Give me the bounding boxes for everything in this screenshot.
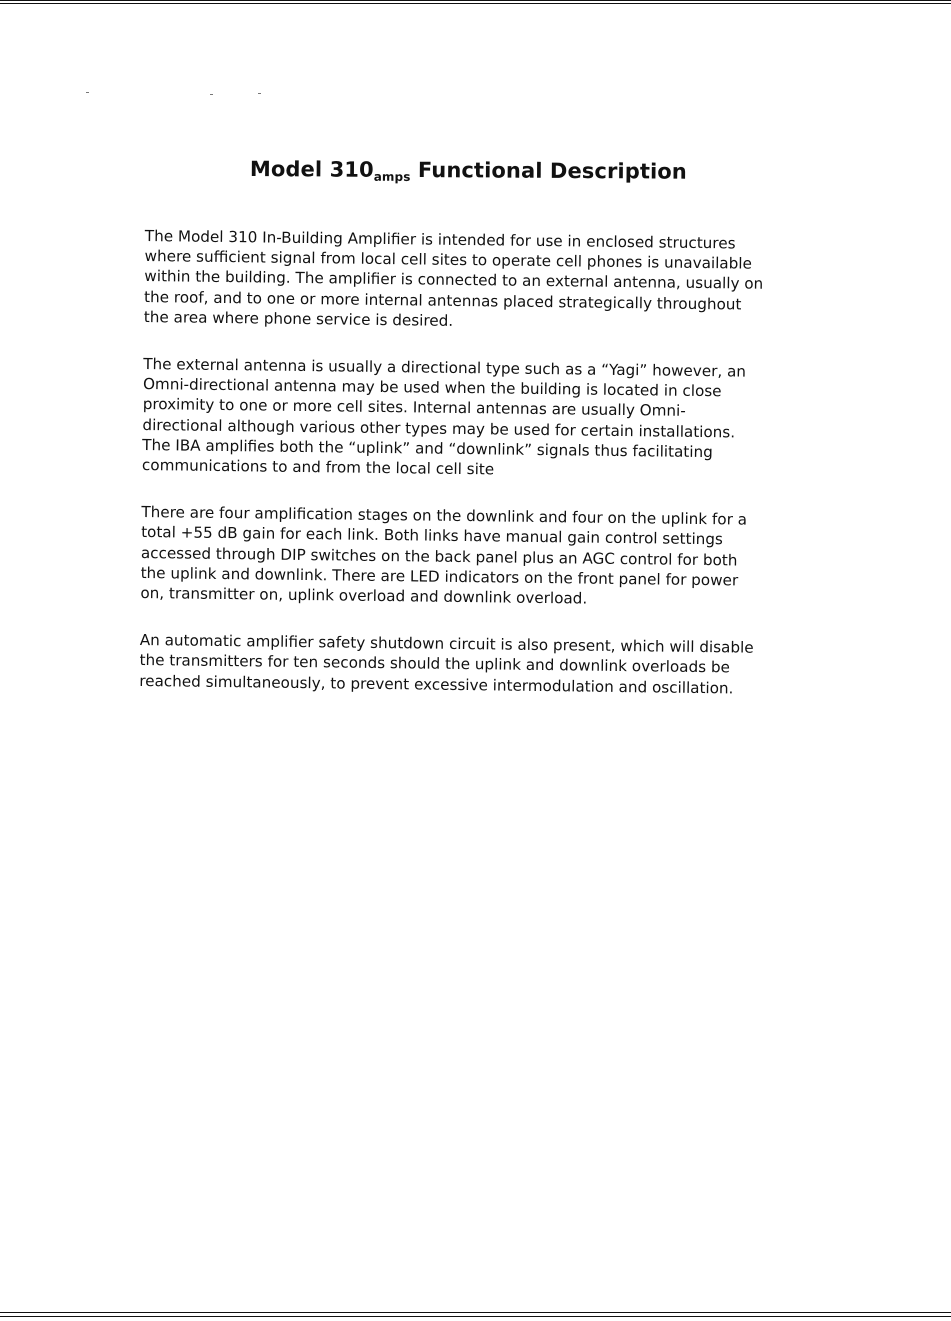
- title-rest: Functional Description: [410, 157, 687, 184]
- text-line: the uplink and downlink. There are LED indicators on the front panel for power: [140, 563, 739, 590]
- text-line: proximity to one or more cell sites. Internal antennas are usually Omni-: [142, 395, 686, 421]
- bottom-border-rule: [0, 1312, 951, 1317]
- text-line: on, transmitter on, uplink overload and downlink overload.: [140, 584, 588, 608]
- text-line: The IBA amplifies both the “uplink” and “downlink” signals thus facilitating: [142, 435, 713, 461]
- paragraph-antennas: [142, 354, 803, 484]
- text-line: where sufficient signal from local cell sites to operate cell phones is unavailable: [144, 247, 752, 273]
- paragraph-shutdown: [139, 630, 800, 699]
- scan-speck: [210, 94, 213, 95]
- text-line: An automatic amplifier safety shutdown circuit is also present, which will disable: [139, 631, 754, 657]
- text-line: the roof, and to one or more internal antennas placed strategically throughout: [143, 287, 742, 314]
- title-subscript: amps: [373, 169, 411, 184]
- text-line: accessed through DIP switches on the back panel plus an AGC control for both: [140, 543, 738, 570]
- page-title: [250, 157, 687, 184]
- text-line: total +55 dB gain for each link. Both links have manual gain control settings: [141, 523, 724, 549]
- text-line: Omni-directional antenna may be used when the building is located in close: [142, 375, 722, 401]
- text-line: The Model 310 In-Building Amplifier is intended for use in enclosed structures: [144, 226, 736, 253]
- text-line: directional although various other types may be used for certain installations.: [142, 415, 736, 442]
- paragraph-intro: [144, 226, 805, 335]
- text-line: within the building. The amplifier is connected to an external antenna, usually on: [144, 267, 764, 294]
- title-main: Model 310: [249, 157, 374, 182]
- paragraph-amplification: [140, 502, 801, 611]
- text-line: reached simultaneously, to prevent excessive intermodulation and oscillation.: [139, 671, 734, 698]
- text-line: the transmitters for ten seconds should the uplink and downlink overloads be: [139, 651, 730, 677]
- description-body: [139, 226, 805, 726]
- scan-specks: [80, 90, 280, 100]
- text-line: communications to and from the local cell site: [141, 456, 495, 479]
- text-line: the area where phone service is desired.: [143, 307, 454, 330]
- text-line: The external antenna is usually a directional type such as a “Yagi” however, an: [143, 355, 747, 381]
- scan-speck: [258, 93, 261, 94]
- text-line: There are four amplification stages on the downlink and four on the uplink for a: [141, 503, 748, 529]
- scan-speck: [86, 92, 89, 93]
- top-border-rule: [0, 0, 951, 4]
